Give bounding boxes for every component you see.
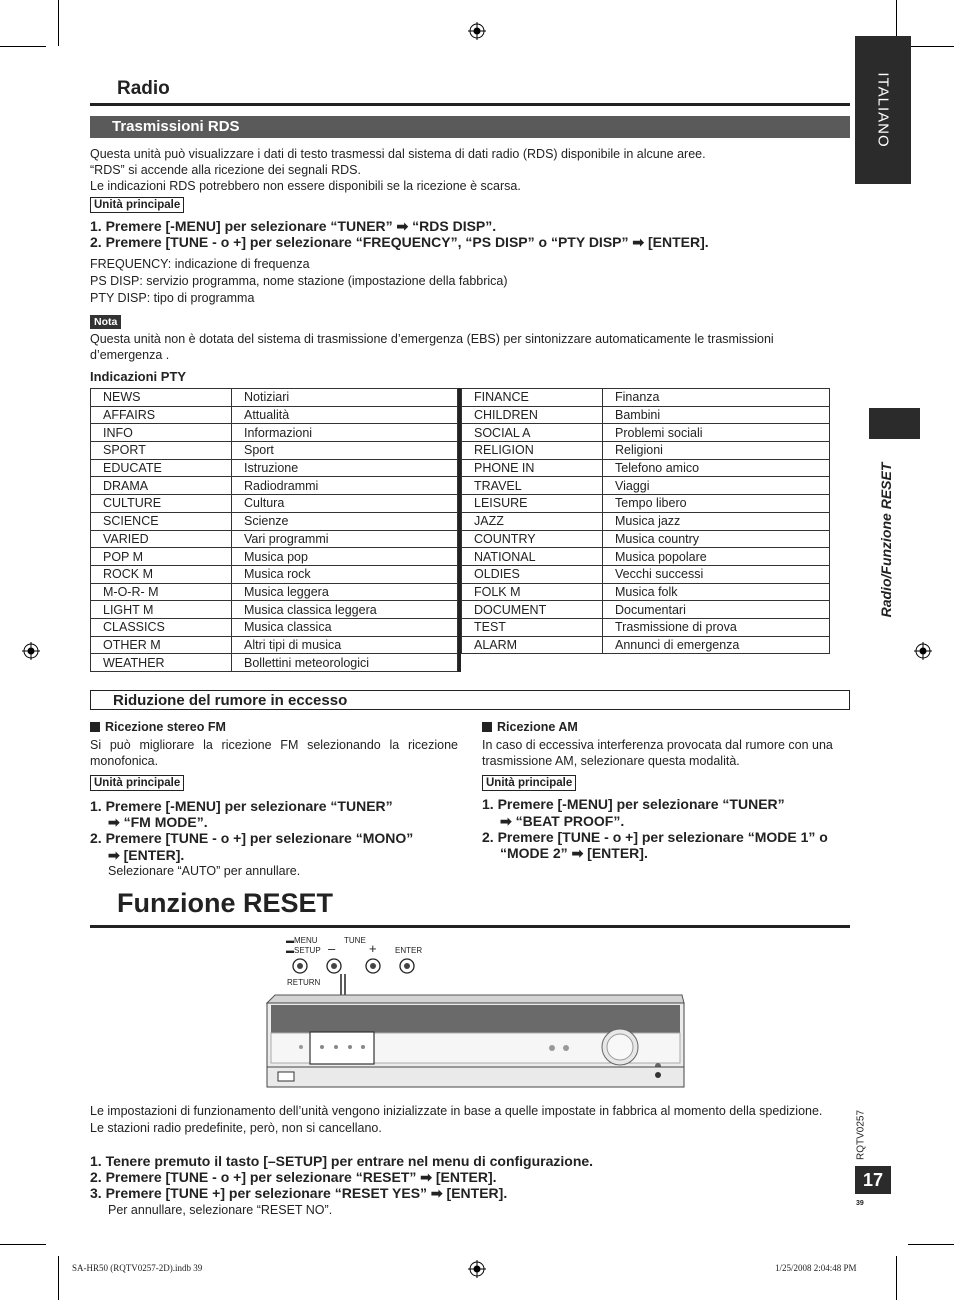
table-divider [458,388,461,672]
pty-row [91,442,458,460]
pty-row [462,442,830,460]
pty-code: JAZZ [462,512,603,530]
section-label: Radio/Funzione RESET [878,462,894,618]
pty-description: Problemi sociali [603,424,830,442]
pty-description: Viaggi [603,477,830,495]
rds-step-2: 2. Premere [TUNE - o +] per selezionare “FREQUENCY”, “PS DISP” o “PTY DISP” ➡ [ENTER]. [90,234,709,250]
reset-cancel-note: Per annullare, selezionare “RESET NO”. [108,1203,333,1217]
pty-code: POP M [91,548,232,566]
pty-title: Indicazioni PTY [90,369,187,384]
fm-step-2: 2. Premere [TUNE - o +] per selezionare “MONO” [90,830,414,846]
pty-code: NEWS [91,389,232,407]
pty-code: OTHER M [91,636,232,654]
note-line: Questa unità non è dotata del sistema di trasmissione d’emergenza (EBS) per sintonizzare automaticamente le trasmissioni [90,332,774,346]
pty-code: WEATHER [91,654,232,672]
pty-code: CHILDREN [462,406,603,424]
pty-code: DOCUMENT [462,601,603,619]
pty-row [91,618,458,636]
pty-row [91,583,458,601]
pty-row [91,512,458,530]
pty-row [91,530,458,548]
pty-code: OLDIES [462,565,603,583]
pty-code: PHONE IN [462,459,603,477]
page-number: 17 [855,1166,891,1194]
pty-code: ALARM [462,636,603,654]
pty-row [91,636,458,654]
footer-date: 1/25/2008 2:04:48 PM [775,1263,857,1273]
registration-mark-icon [468,22,486,40]
pty-description: Annunci di emergenza [603,636,830,654]
diagram-return-label: RETURN [287,978,321,987]
section-tab [869,408,920,439]
language-tab [855,36,911,184]
pty-code: TEST [462,618,603,636]
pty-description: Informazioni [232,424,458,442]
fm-text: Si può migliorare la ricezione FM selezionando la ricezione monofonica. [90,738,458,768]
pty-description: Vecchi successi [603,565,830,583]
document-code: RQTV0257 [855,1109,867,1161]
small-page-number: 39 [856,1200,864,1207]
diagram-plus-label: + [369,941,377,956]
noise-title: Riduzione del rumore in eccesso [113,692,348,709]
pty-description: Altri tipi di musica [232,636,458,654]
pty-description: Musica jazz [603,512,830,530]
pty-row [462,636,830,654]
rds-intro-line: “RDS” si accende alla ricezione dei segnali RDS. [90,163,361,177]
pty-description: Scienze [232,512,458,530]
fm-heading [90,720,226,734]
pty-code: EDUCATE [91,459,232,477]
pty-row [462,406,830,424]
registration-mark-icon [468,1260,486,1278]
crop-mark [58,0,59,46]
pty-row [91,424,458,442]
pty-row [91,406,458,424]
pty-code: NATIONAL [462,548,603,566]
language-label: ITALIANO [874,72,892,148]
pty-row [91,477,458,495]
fm-title: Ricezione stereo FM [105,720,226,734]
definition-line: FREQUENCY: indicazione di frequenza [90,257,310,271]
pty-row [462,583,830,601]
am-text [482,737,850,769]
pty-row [462,424,830,442]
rds-step-1: 1. Premere [-MENU] per selezionare “TUNER” ➡ “RDS DISP”. [90,218,497,234]
pty-row [91,548,458,566]
pty-row [91,389,458,407]
definition-line: PTY DISP: tipo di programma [90,291,255,305]
noise-section-bar [90,690,850,710]
definition-line: PS DISP: servizio programma, nome stazione (impostazione della fabbrica) [90,274,508,288]
pty-description: Bambini [603,406,830,424]
pty-code: SPORT [91,442,232,460]
radio-rule [90,103,850,106]
crop-mark [896,1256,897,1300]
pty-code: INFO [91,424,232,442]
pty-description: Musica classica leggera [232,601,458,619]
main-unit-label: Unità principale [90,197,184,213]
pty-description: Musica country [603,530,830,548]
crop-mark [0,1244,46,1245]
crop-mark [908,46,954,47]
am-step-1-cont: ➡ “BEAT PROOF”. [500,813,625,829]
pty-row [462,601,830,619]
diagram-enter-label: ENTER [395,946,423,955]
reset-rule [90,925,850,928]
pty-description: Tempo libero [603,495,830,513]
pty-code: FINANCE [462,389,603,407]
receiver-illustration [262,935,692,1095]
pty-description: Musica leggera [232,583,458,601]
am-step-1: 1. Premere [-MENU] per selezionare “TUNER” [482,796,785,812]
registration-mark-icon [914,642,932,660]
reset-text-line: Le impostazioni di funzionamento dell’unità vengono inizializzate in base a quelle impostate in fabbrica al momento della spedizione. [90,1104,823,1118]
note-line: d’emergenza . [90,348,170,362]
reset-description [90,1103,860,1136]
footer-file: SA-HR50 (RQTV0257-2D).indb 39 [72,1263,203,1273]
rds-definitions [90,256,508,306]
am-title: Ricezione AM [497,720,578,734]
pty-description: Istruzione [232,459,458,477]
pty-description: Finanza [603,389,830,407]
pty-description: Sport [232,442,458,460]
pty-row [462,618,830,636]
crop-mark [58,1256,59,1300]
fm-step-1-cont: ➡ “FM MODE”. [108,814,208,830]
pty-description: Bollettini meteorologici [232,654,458,672]
pty-row [462,389,830,407]
pty-code: CULTURE [91,495,232,513]
pty-code: LEISURE [462,495,603,513]
pty-row [462,477,830,495]
pty-row [462,495,830,513]
pty-code: FOLK M [462,583,603,601]
reset-step-3: 3. Premere [TUNE +] per selezionare “RESET YES” ➡ [ENTER]. [90,1185,508,1201]
pty-row [91,565,458,583]
fm-step-2-cont: ➡ [ENTER]. [108,847,185,863]
main-unit-label: Unità principale [482,775,576,791]
pty-description: Documentari [603,601,830,619]
pty-code: LIGHT M [91,601,232,619]
pty-description: Vari programmi [232,530,458,548]
pty-table-left [90,388,458,672]
pty-row [462,548,830,566]
pty-row [91,459,458,477]
pty-row [462,565,830,583]
pty-code: AFFAIRS [91,406,232,424]
pty-description: Trasmissione di prova [603,618,830,636]
am-text-line: trasmissione AM, selezionare questa modalità. [482,754,740,768]
rds-intro-line: Le indicazioni RDS potrebbero non essere disponibili se la ricezione è scarsa. [90,179,521,193]
diagram-setup-label: ▬SETUP [286,946,321,955]
am-step-2: 2. Premere [TUNE - o +] per selezionare “MODE 1” o [482,829,828,845]
crop-mark [908,1244,954,1245]
pty-code: CLASSICS [91,618,232,636]
note-badge: Nota [90,315,121,329]
pty-description: Notiziari [232,389,458,407]
pty-row [462,512,830,530]
pty-description: Musica folk [603,583,830,601]
fm-step-1: 1. Premere [-MENU] per selezionare “TUNER” [90,798,393,814]
pty-row [91,495,458,513]
pty-description: Religioni [603,442,830,460]
rds-section-bar [90,116,850,138]
section-label-container [876,440,896,640]
main-unit-label: Unità principale [90,775,184,791]
diagram-menu-label: ▬MENU [286,936,318,945]
registration-mark-icon [22,642,40,660]
am-step-2-cont: “MODE 2” ➡ [ENTER]. [500,845,648,861]
pty-code: M-O-R- M [91,583,232,601]
rds-title: Trasmissioni RDS [112,118,240,135]
receiver-diagram [262,935,692,1095]
pty-description: Attualità [232,406,458,424]
pty-row [91,601,458,619]
pty-code: VARIED [91,530,232,548]
pty-row [462,530,830,548]
diagram-tune-label: TUNE [344,936,366,945]
radio-title: Radio [117,78,170,99]
pty-description: Musica rock [232,565,458,583]
pty-description: Musica popolare [603,548,830,566]
pty-code: RELIGION [462,442,603,460]
reset-title: Funzione RESET [117,888,333,918]
reset-text-line: Le stazioni radio predefinite, però, non si cancellano. [90,1121,382,1135]
square-bullet-icon [90,722,100,732]
diagram-minus-label: – [328,941,336,956]
pty-description: Telefono amico [603,459,830,477]
rds-intro [90,146,850,194]
pty-code: TRAVEL [462,477,603,495]
note-text [90,331,774,363]
pty-description: Musica pop [232,548,458,566]
square-bullet-icon [482,722,492,732]
pty-code: DRAMA [91,477,232,495]
pty-code: SOCIAL A [462,424,603,442]
fm-cancel-note: Selezionare “AUTO” per annullare. [108,864,301,878]
pty-row [462,459,830,477]
pty-table-right [461,388,830,654]
pty-description: Radiodrammi [232,477,458,495]
pty-description: Musica classica [232,618,458,636]
pty-code: ROCK M [91,565,232,583]
pty-code: SCIENCE [91,512,232,530]
reset-step-2: 2. Premere [TUNE - o +] per selezionare “RESET” ➡ [ENTER]. [90,1169,497,1185]
pty-row [91,654,458,672]
am-heading [482,720,578,734]
reset-step-1: 1. Tenere premuto il tasto [–SETUP] per entrare nel menu di configurazione. [90,1153,594,1169]
pty-description: Cultura [232,495,458,513]
rds-intro-line: Questa unità può visualizzare i dati di testo trasmessi dal sistema di dati radio (RDS) disponibile in alcune aree. [90,147,706,161]
am-text-line: In caso di eccessiva interferenza provocata dal rumore con una [482,738,833,752]
pty-code: COUNTRY [462,530,603,548]
crop-mark [0,46,46,47]
